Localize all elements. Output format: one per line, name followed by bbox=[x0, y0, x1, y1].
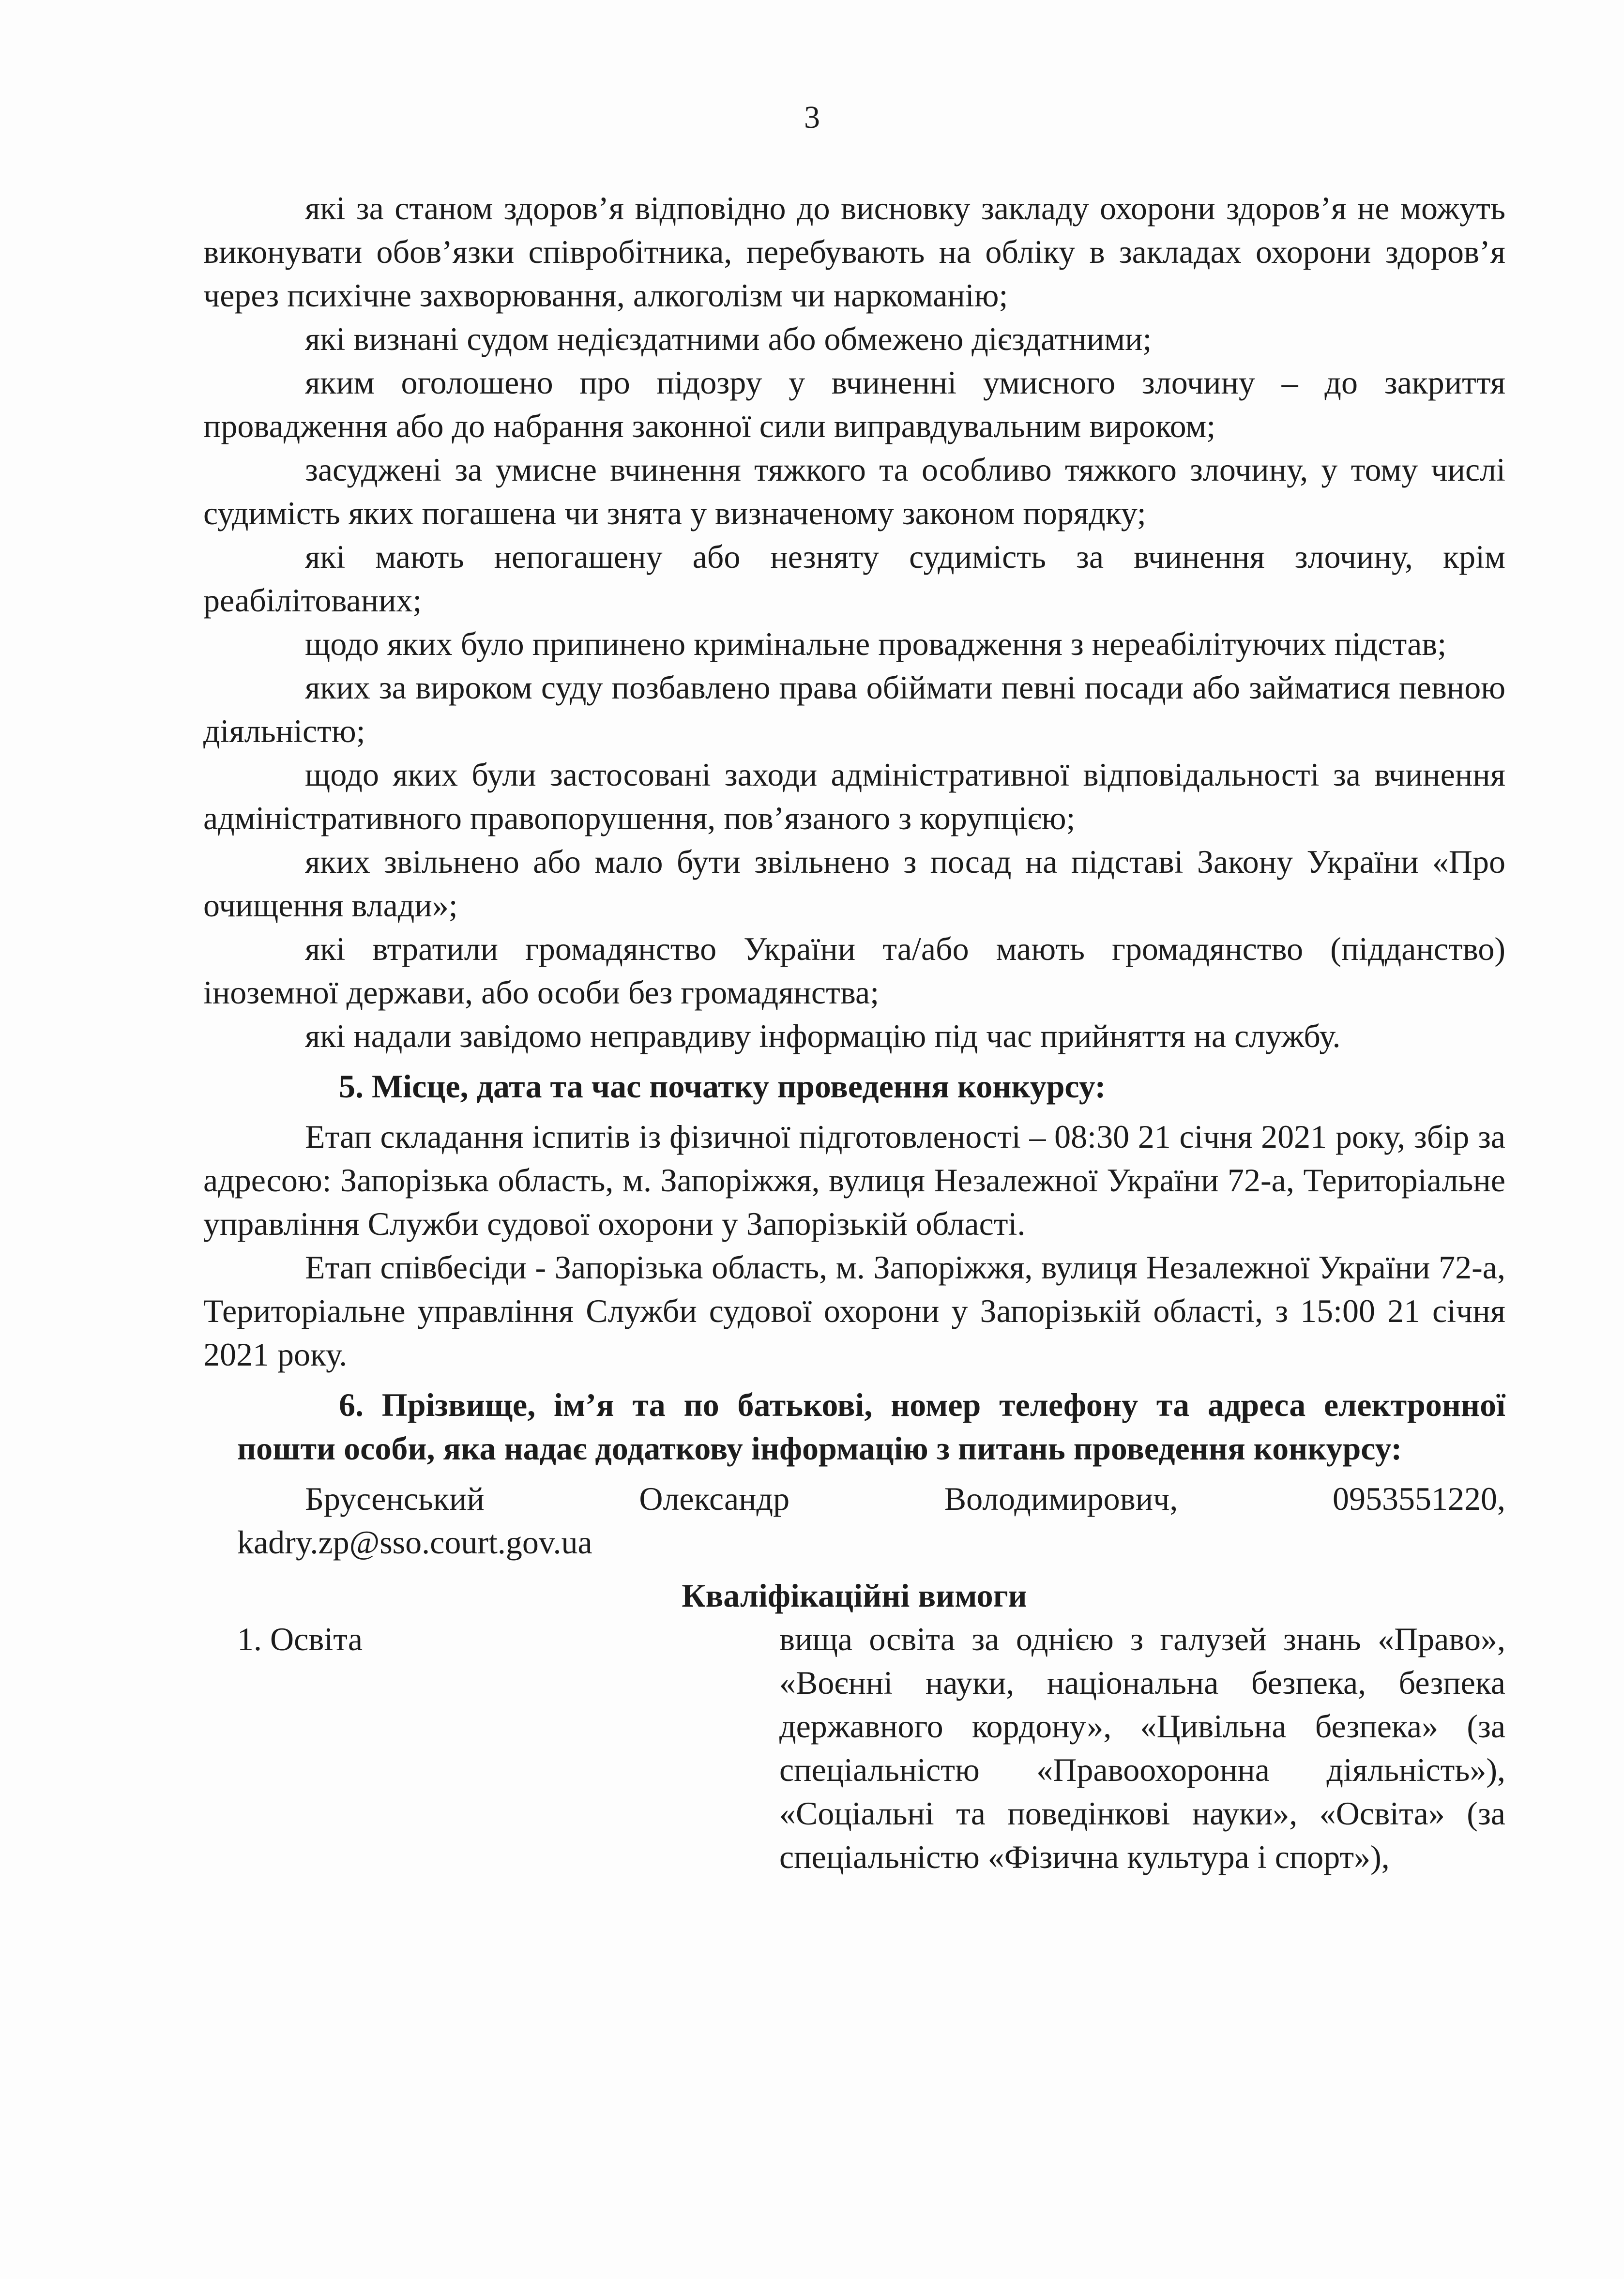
contact-phone: 0953551220, bbox=[1332, 1480, 1505, 1517]
section-5-heading: 5. Місце, дата та час початку проведення конкурсу: bbox=[339, 1068, 1106, 1105]
paragraph-incapacity: які визнані судом недієздатними або обмежено дієздатними; bbox=[305, 320, 1152, 357]
qualifications-title: Кваліфікаційні вимоги bbox=[682, 1577, 1027, 1614]
contact-name: Олександр bbox=[639, 1480, 790, 1517]
paragraph-deprived: яких за вироком суду позбавлено права обіймати певні посади або займатися певною діяльністю; bbox=[203, 669, 1505, 749]
contact-name-line bbox=[237, 1477, 1505, 1520]
qualification-row bbox=[203, 1617, 1505, 1879]
paragraph-citizenship: які втратили громадянство України та/або мають громадянство (підданство) іноземної держави, або особи без громадянства; bbox=[203, 930, 1505, 1011]
contact-person bbox=[203, 1477, 1505, 1564]
section-6-heading: 6. Прізвище, ім’я та по батькові, номер телефону та адреса електронної пошти особи, яка надає додаткову інформацію з питань проведення конкурсу: bbox=[237, 1386, 1505, 1467]
paragraph-terminated: щодо яких було припинено кримінальне провадження з нереабілітуючих підстав; bbox=[305, 625, 1447, 662]
paragraph-false-info: які надали завідомо неправдиву інформацію під час прийняття на службу. bbox=[305, 1018, 1341, 1054]
section-5-interview-stage: Етап співбесіди - Запорізька область, м. Запоріжжя, вулиця Незалежної України 72-а, Територіальне управління Служби судової охорони у Запорізькій області, з 15:00 21 січня 2021 року. bbox=[203, 1249, 1505, 1373]
contact-surname: Брусенський bbox=[305, 1480, 485, 1517]
paragraph-lustration: яких звільнено або мало бути звільнено з посад на підставі Закону України «Про очищення влади»; bbox=[203, 843, 1505, 924]
section-5-exam-stage: Етап складання іспитів із фізичної підготовленості – 08:30 21 січня 2021 року, збір за адресою: Запорізька область, м. Запоріжжя, вулиця Незалежної України 72-а, Територіальне управління Служби судової охорони у Запорізькій області. bbox=[203, 1118, 1505, 1242]
paragraph-health: які за станом здоров’я відповідно до висновку закладу охорони здоров’я не можуть виконувати обов’язки співробітника, перебувають на обліку в закладах охорони здоров’я через психічне захворювання, алкоголізм чи наркоманію; bbox=[203, 190, 1505, 314]
paragraph-corruption: щодо яких були застосовані заходи адміністративної відповідальності за вчинення адміністративного правопорушення, пов’язаного з корупцією; bbox=[203, 756, 1505, 836]
contact-patronymic: Володимирович, bbox=[944, 1480, 1178, 1517]
contact-email[interactable]: kadry.zp@sso.court.gov.ua bbox=[237, 1524, 592, 1561]
page-number: 3 bbox=[804, 100, 820, 135]
paragraph-record: які мають непогашену або незняту судимість за вчинення злочину, крім реабілітованих; bbox=[203, 538, 1505, 619]
paragraph-convicted: засуджені за умисне вчинення тяжкого та особливо тяжкого злочину, у тому числі судимість яких погашена чи знята у визначеному законом порядку; bbox=[203, 451, 1505, 532]
qualification-label: 1. Освіта bbox=[237, 1621, 363, 1657]
qualification-value: вища освіта за однією з галузей знань «Право», «Воєнні науки, національна безпека, безпека державного кордону», «Цивільна безпека» (за спеціальністю «Правоохоронна діяльність»), «Соціальні та поведінкові науки», «Освіта» (за спеціальністю «Фізична культура і спорт»), bbox=[779, 1621, 1505, 1875]
document-body bbox=[203, 186, 1505, 1879]
paragraph-suspicion: яким оголошено про підозру у вчиненні умисного злочину – до закриття провадження або до набрання законної сили виправдувальним вироком; bbox=[203, 364, 1505, 444]
